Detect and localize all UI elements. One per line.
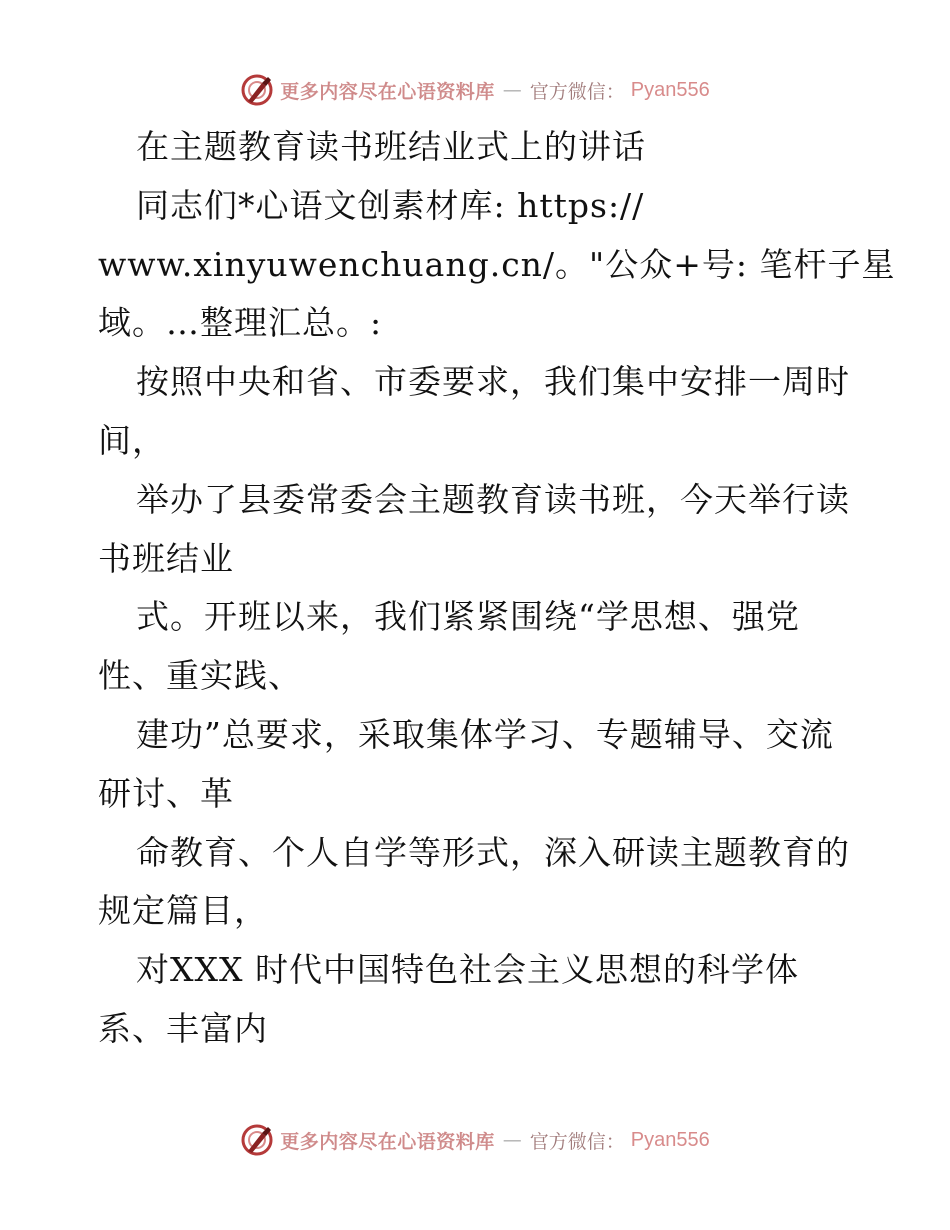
watermark-suffix: 官方微信： [529,1130,625,1153]
watermark-main-text: 更多内容尽在心语资料库 [280,1130,495,1153]
watermark-account: Pyan556 [630,78,710,101]
document-line: 同志们*心语文创素材库: https:// [136,185,645,225]
document-line: 对XXX 时代中国特色社会主义思想的科学体 [136,950,799,990]
document-line: 命教育、个人自学等形式，深入研读主题教育的 [136,832,850,872]
document-line: 式。开班以来，我们紧紧围绕“学思想、强党 [136,597,800,637]
footer-watermark [0,1120,950,1160]
watermark-suffix: 官方微信： [529,80,625,103]
document-line: 域。…整理汇总。: [98,303,383,343]
document-line: 系、丰富内 [98,1008,268,1048]
document-line: 书班结业 [98,538,234,578]
watermark-main-text: 更多内容尽在心语资料库 [280,80,495,103]
document-line: 性、重实践、 [98,656,302,696]
document-line: 建功”总要求，采取集体学习、专题辅导、交流 [136,714,834,754]
watermark-separator: — [502,79,522,101]
document-line: 研讨、革 [98,773,234,813]
document-line: www.xinyuwenchuang.cn/。"公众+号: 笔杆子星 [98,244,896,284]
header-watermark [0,70,950,110]
document-line: 间， [98,420,166,460]
pen-logo-icon [240,73,274,107]
watermark-separator: — [502,1129,522,1151]
document-title: 在主题教育读书班结业式上的讲话 [136,127,646,166]
document-line: 举办了县委常委会主题教育读书班，今天举行读 [136,479,850,519]
document-body [98,118,896,1059]
document-line: 按照中央和省、市委要求，我们集中安排一周时 [136,362,850,402]
pen-logo-icon [240,1123,274,1157]
document-line: 规定篇目， [98,891,268,931]
watermark-account: Pyan556 [630,1128,710,1151]
